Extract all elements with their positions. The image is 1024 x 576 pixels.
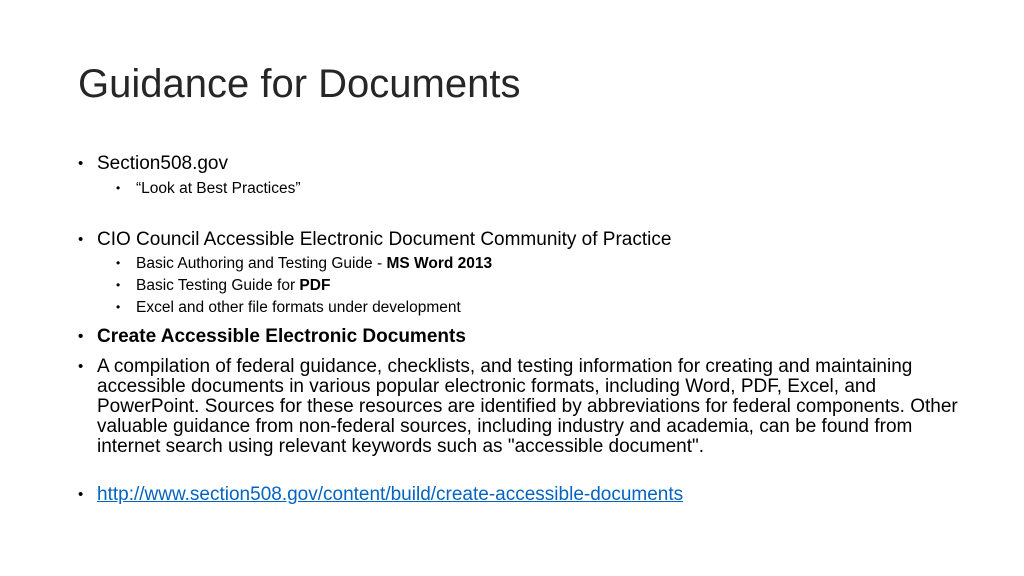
bullet-icon: • <box>78 486 84 503</box>
list-item-text: Basic Authoring and Testing Guide - <box>136 255 387 272</box>
sub-list-item <box>78 179 1006 198</box>
slide-title: Guidance for Documents <box>78 62 521 106</box>
list-item <box>78 154 967 174</box>
section508-link[interactable]: http://www.section508.gov/content/build/create-accessible-documents <box>97 484 684 505</box>
bullet-icon: • <box>78 155 84 172</box>
bullet-icon: • <box>116 278 121 292</box>
sub-list-item <box>78 276 1006 295</box>
list-item-text: Create Accessible Electronic Documents <box>97 326 466 347</box>
list-item-text: Excel and other file formats under development <box>136 299 461 316</box>
bullet-icon: • <box>78 328 84 345</box>
list-item-paragraph: A compilation of federal guidance, checklists, and testing information for creating and maintaining accessible documents in various popular electronic formats, including Word, PDF, Excel, and PowerPoint. Sources for these resources are identified by abbreviations for federal components. Other valuable guidance from non-federal sources, including industry and academia, can be found from internet search using relevant keywords such as "accessible document". <box>97 356 958 457</box>
sub-list-item <box>78 298 1006 317</box>
list-item-text: Section508.gov <box>97 153 228 174</box>
list-item <box>78 230 967 250</box>
list-item-text: CIO Council Accessible Electronic Document Community of Practice <box>97 229 672 250</box>
list-item <box>78 485 967 505</box>
bullet-icon: • <box>116 256 121 270</box>
bullet-icon: • <box>116 300 121 314</box>
list-item-bold-text: MS Word 2013 <box>386 255 493 272</box>
bullet-icon: • <box>78 231 84 248</box>
list-item-text: “Look at Best Practices” <box>136 180 301 197</box>
bullet-icon: • <box>116 181 121 195</box>
list-item <box>78 327 967 347</box>
sub-list-item <box>78 254 1006 273</box>
list-item-bold-text: PDF <box>299 277 331 294</box>
bullet-icon: • <box>78 358 84 375</box>
list-item <box>78 357 967 457</box>
list-item-text: Basic Testing Guide for <box>136 277 300 294</box>
